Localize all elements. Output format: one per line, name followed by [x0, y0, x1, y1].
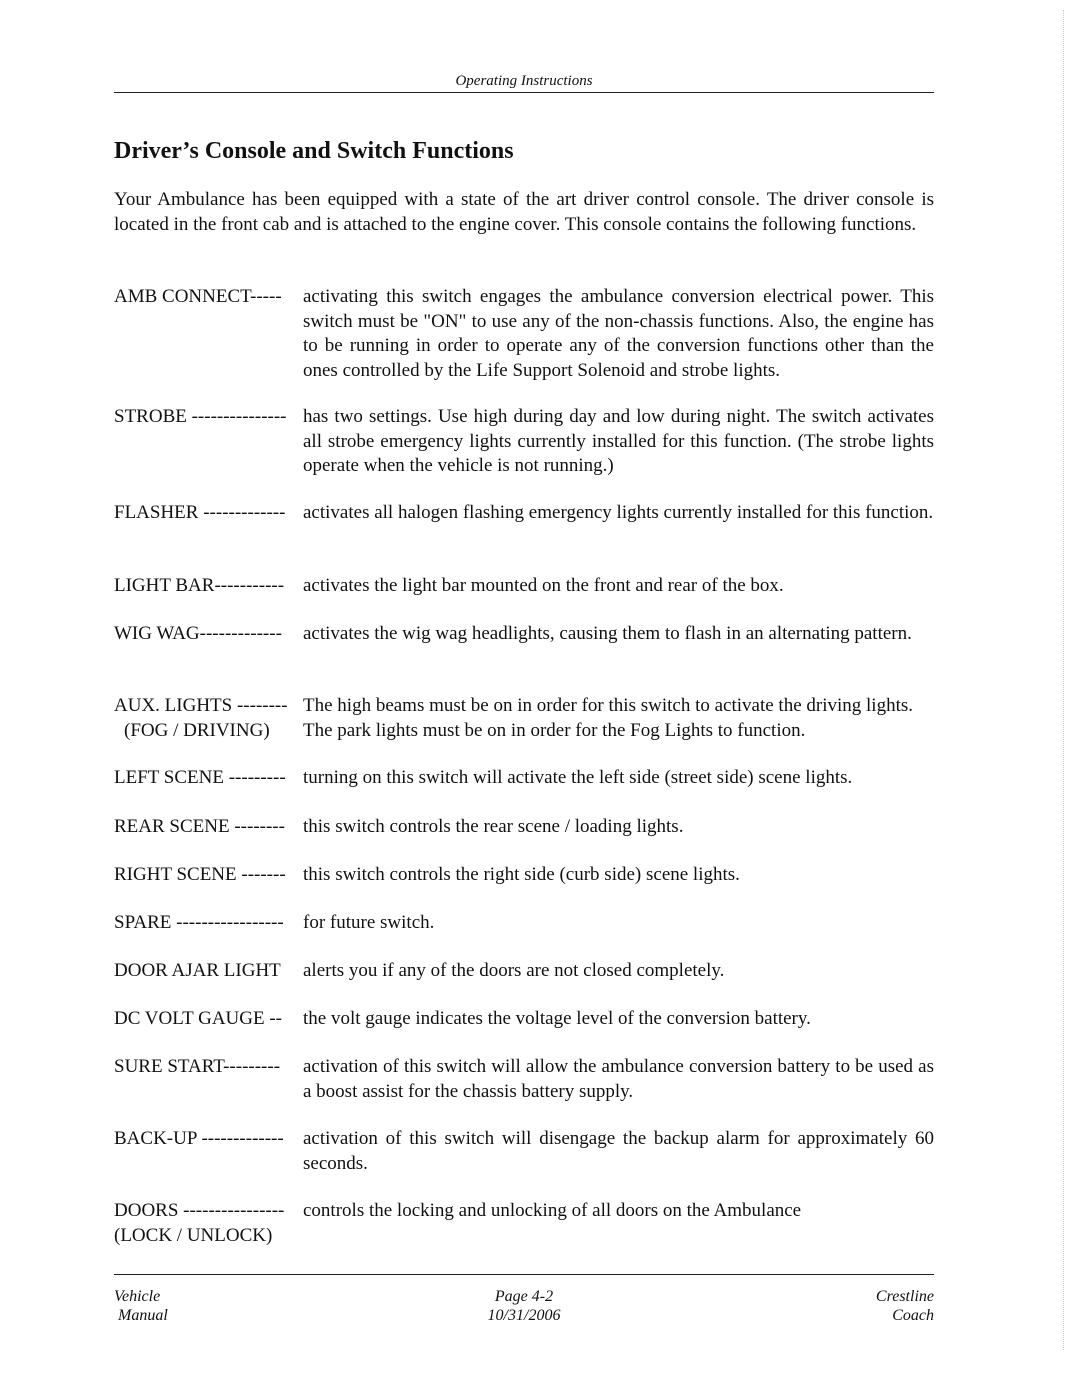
entry-term: SPARE -----------------: [114, 912, 284, 933]
entry-term: [114, 1199, 300, 1248]
entry-term-line1: DOORS ----------------: [114, 1200, 285, 1221]
entry-term: REAR SCENE --------: [114, 816, 285, 837]
entry-term: STROBE ---------------: [114, 406, 287, 427]
entry-amb-connect: [114, 285, 934, 383]
footer-right-line2: Coach: [892, 1307, 934, 1324]
footer-right-line1: Crestline: [875, 1288, 934, 1305]
entry-description: the volt gauge indicates the voltage level of the conversion battery.: [303, 1008, 811, 1029]
footer-page-number: Page 4-2: [494, 1288, 554, 1305]
entry-term: DOOR AJAR LIGHT: [114, 960, 281, 981]
entry-strobe: [114, 405, 934, 479]
scan-edge-marks: [1063, 10, 1068, 1350]
entry-term: WIG WAG-------------: [114, 623, 282, 644]
footer-left-line1: Vehicle: [114, 1288, 161, 1305]
footer-right: [876, 1287, 934, 1325]
entry-description: has two settings. Use high during day and low during night. The switch activates all strobe emergency lights currently installed for this function. (The strobe lights operate when the vehicle is not running.): [303, 406, 934, 476]
entry-term: BACK-UP -------------: [114, 1128, 284, 1149]
entry-description: turning on this switch will activate the left side (street side) scene lights.: [303, 767, 853, 788]
entry-rear-scene: [114, 815, 934, 840]
entry-term: LEFT SCENE ---------: [114, 767, 286, 788]
entry-term: [114, 694, 300, 743]
entry-description: activates the light bar mounted on the front and rear of the box.: [303, 575, 784, 596]
entry-door-ajar-light: [114, 959, 934, 984]
entry-description: activation of this switch will allow the ambulance conversion battery to be used as a boost assist for the chassis battery supply.: [303, 1056, 934, 1102]
entry-description: this switch controls the right side (curb side) scene lights.: [303, 864, 740, 885]
entry-term: RIGHT SCENE -------: [114, 864, 286, 885]
entry-light-bar: [114, 574, 934, 599]
entry-description: controls the locking and unlocking of all doors on the Ambulance: [303, 1200, 802, 1221]
header-rule: [114, 92, 934, 93]
entry-spare: [114, 911, 934, 936]
entry-description: activates the wig wag headlights, causing them to flash in an alternating pattern.: [303, 623, 912, 644]
intro-paragraph: Your Ambulance has been equipped with a state of the art driver control console. The driver console is located in the front cab and is attached to the engine cover. This console contains the following functions.: [114, 189, 934, 235]
page-title: Driver’s Console and Switch Functions: [114, 138, 514, 164]
entry-aux-lights: [114, 694, 934, 743]
entry-term: AMB CONNECT-----: [114, 286, 282, 307]
entry-term: FLASHER -------------: [114, 502, 286, 523]
entry-description: this switch controls the rear scene / loading lights.: [303, 816, 684, 837]
entry-description: alerts you if any of the doors are not closed completely.: [303, 960, 725, 981]
entry-term-line2: (FOG / DRIVING): [124, 719, 270, 741]
entry-flasher: [114, 501, 934, 526]
entry-description: The high beams must be on in order for this switch to activate the driving lights. The park lights must be on in order for the Fog Lights to function.: [303, 695, 913, 741]
entry-wig-wag: [114, 622, 934, 647]
entry-sure-start: [114, 1055, 934, 1104]
entry-left-scene: [114, 766, 934, 791]
entry-term-line2: (LOCK / UNLOCK): [114, 1224, 273, 1246]
entry-description: activating this switch engages the ambulance conversion electrical power. This switch must be "ON" to use any of the non-chassis functions. Also, the engine has to be running in order to operate any of the conversion functions other than the ones controlled by the Life Support Solenoid and strobe lights.: [303, 286, 934, 381]
footer-left: [114, 1287, 168, 1325]
footer-date: 10/31/2006: [487, 1307, 561, 1324]
entry-dc-volt-gauge: [114, 1007, 934, 1032]
entry-description: activates all halogen flashing emergency lights currently installed for this function.: [303, 502, 934, 523]
footer-rule: [114, 1274, 934, 1275]
footer-center: [424, 1287, 624, 1325]
entry-term: SURE START---------: [114, 1056, 281, 1077]
entry-term-line1: AUX. LIGHTS --------: [114, 695, 288, 716]
entry-description: for future switch.: [303, 912, 435, 933]
entry-term: LIGHT BAR-----------: [114, 575, 285, 596]
entry-term: DC VOLT GAUGE --: [114, 1008, 283, 1029]
entry-back-up: [114, 1127, 934, 1176]
entry-description: activation of this switch will disengage the backup alarm for approximately 60 seconds.: [303, 1128, 934, 1174]
running-header: Operating Instructions: [455, 73, 593, 89]
footer-left-line2: Manual: [118, 1307, 168, 1324]
entry-right-scene: [114, 863, 934, 888]
entry-doors: [114, 1199, 934, 1246]
